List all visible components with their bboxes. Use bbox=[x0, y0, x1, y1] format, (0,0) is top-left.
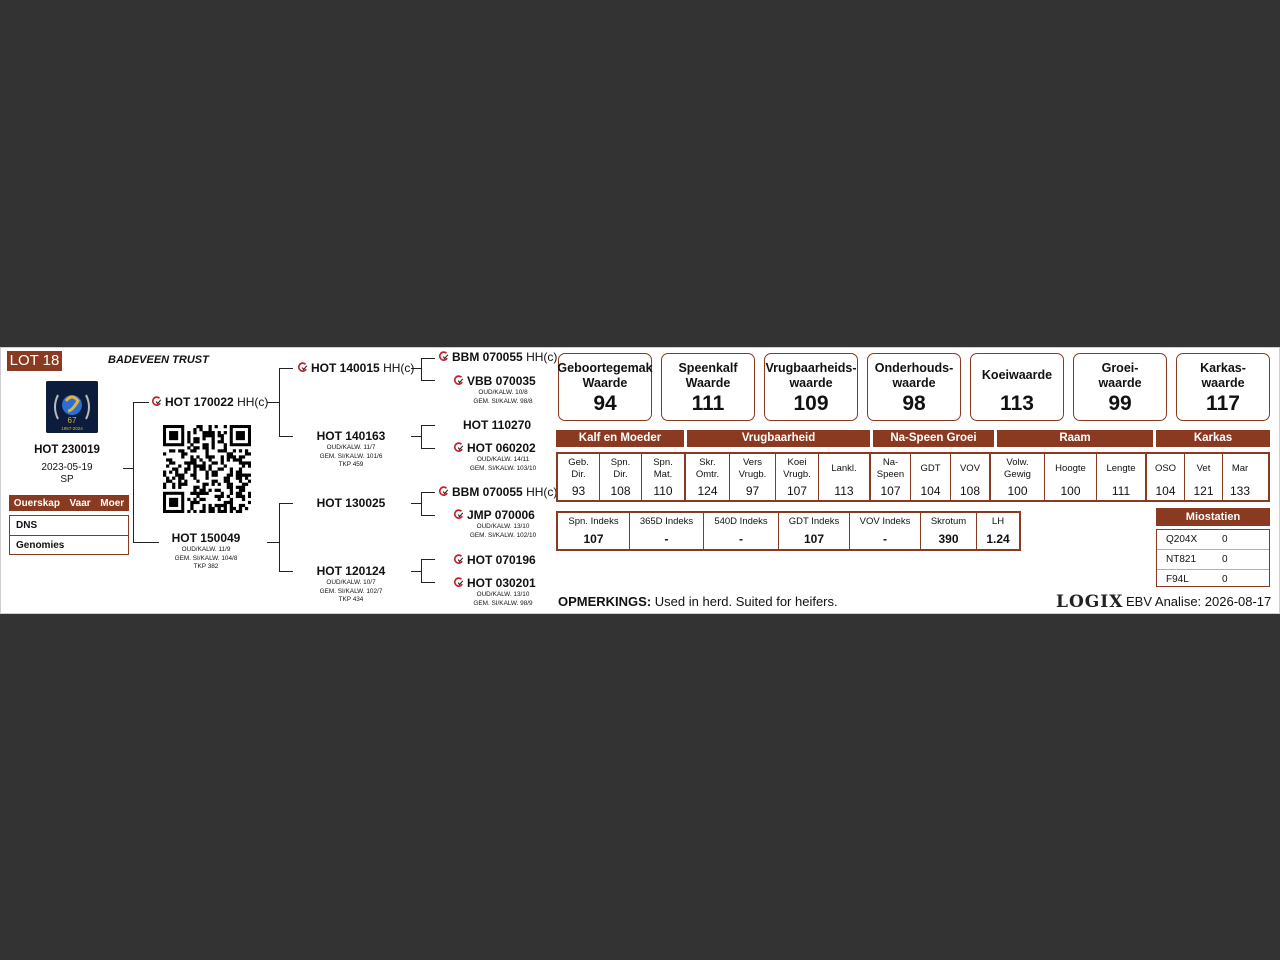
ebv-value: 111 bbox=[1111, 484, 1131, 498]
pedigree-dds-id: HOT 070196 bbox=[467, 553, 536, 567]
remarks bbox=[558, 594, 838, 609]
index-cell-value: 1.24 bbox=[986, 532, 1010, 546]
pedigree-sdd[interactable] bbox=[453, 441, 536, 455]
index-cell-label: Skrotum bbox=[930, 516, 967, 527]
pedigree-sire-dam[interactable]: HOT 140163 bbox=[316, 429, 386, 443]
index-cell-label: 365D Indeks bbox=[639, 516, 694, 527]
ebv-label: VOV bbox=[959, 463, 981, 474]
ebv-cell bbox=[1097, 454, 1147, 500]
genomic-marker-icon bbox=[453, 375, 464, 386]
myostatin-row bbox=[1157, 569, 1269, 589]
myostatin-row bbox=[1157, 530, 1269, 549]
pedigree-dsd-id: JMP 070006 bbox=[467, 508, 535, 522]
index-label-line1: Groei- bbox=[1101, 360, 1139, 375]
ebv-value: 100 bbox=[1060, 484, 1081, 498]
ebv-label: Vers bbox=[742, 457, 762, 468]
owner-name: BADEVEEN TRUST bbox=[108, 354, 209, 366]
pedigree-dds[interactable] bbox=[453, 553, 536, 567]
parentage-header-label: Ouerskap bbox=[13, 497, 60, 509]
pedigree-sd-details bbox=[301, 444, 401, 470]
index-value: 117 bbox=[1206, 392, 1240, 415]
pedigree-sire-suffix: HH(c) bbox=[237, 395, 269, 409]
selection-index-table bbox=[556, 511, 1021, 551]
index-cell-value: - bbox=[664, 532, 669, 546]
laurel-logo-icon bbox=[46, 381, 98, 433]
ebv-cell bbox=[642, 454, 686, 500]
index-label-line1: Speenkalf bbox=[678, 360, 738, 375]
index-cell bbox=[850, 513, 921, 549]
ebv-cell bbox=[951, 454, 991, 500]
ebv-label: Vet bbox=[1196, 463, 1211, 474]
remarks-label: OPMERKINGS: bbox=[558, 594, 652, 609]
section-calf-dam: Kalf en Moeder bbox=[556, 430, 684, 447]
pedigree-sire-id: HOT 170022 bbox=[165, 395, 234, 409]
index-cow-value bbox=[970, 353, 1064, 421]
index-cell bbox=[977, 513, 1019, 549]
pedigree-dsd-avg: GEM. SI/KALW. 102/10 bbox=[469, 531, 537, 539]
index-cell bbox=[630, 513, 704, 549]
ebv-label: Mat. bbox=[653, 469, 673, 480]
remarks-text: Used in herd. Suited for heifers. bbox=[654, 594, 838, 609]
animal-birth-date: 2023-05-19 bbox=[41, 462, 93, 473]
ebv-value: 107 bbox=[786, 484, 808, 498]
pedigree-ddd[interactable] bbox=[453, 576, 536, 590]
animal-sex: SP bbox=[60, 474, 74, 485]
ebv-value: 110 bbox=[653, 484, 673, 498]
ebv-label: Spn. bbox=[610, 457, 631, 468]
ebv-cell bbox=[1045, 454, 1097, 500]
pedigree-ssd-details bbox=[463, 389, 543, 406]
ebv-cell bbox=[819, 454, 871, 500]
myostatin-value: 0 bbox=[1222, 574, 1228, 585]
ebv-label: Spn. bbox=[653, 457, 673, 468]
ebv-label: Speen bbox=[876, 469, 905, 480]
index-label-line1: Geboortegemak bbox=[557, 360, 653, 375]
pedigree-dam-sire[interactable]: HOT 130025 bbox=[316, 496, 386, 510]
ebv-value: 133 bbox=[1229, 484, 1251, 498]
ebv-label: Lankl. bbox=[831, 463, 857, 474]
index-value: 99 bbox=[1108, 392, 1132, 415]
pedigree-sdd-avg: GEM. SI/KALW. 103/10 bbox=[469, 464, 537, 472]
ebv-value: 97 bbox=[745, 484, 760, 498]
ebv-cell bbox=[558, 454, 600, 500]
pedigree-ddd-details bbox=[463, 591, 543, 608]
ebv-value: 108 bbox=[610, 484, 631, 498]
ebv-label: OSO bbox=[1154, 463, 1177, 474]
ebv-label: Geb. bbox=[568, 457, 589, 468]
index-calving-ease bbox=[558, 353, 652, 421]
ebv-label: Vrugb. bbox=[783, 469, 811, 480]
pedigree-ddd-avg: GEM. SI/KALW. 98/9 bbox=[473, 599, 533, 607]
index-label-line2: waarde bbox=[1098, 375, 1142, 390]
section-frame: Raam bbox=[997, 430, 1153, 447]
index-value: 113 bbox=[1000, 392, 1034, 415]
ebv-label: Hoogte bbox=[1055, 463, 1086, 474]
ebv-label: Mar bbox=[1231, 463, 1249, 474]
pedigree-sds[interactable]: HOT 110270 bbox=[463, 418, 532, 432]
pedigree-dd-tkp: TKP 434 bbox=[338, 596, 364, 603]
pedigree-dd-details bbox=[301, 579, 401, 605]
myostatin-name: F94L bbox=[1166, 574, 1189, 585]
animal-id: HOT 230019 bbox=[34, 444, 100, 456]
index-cell-value: - bbox=[739, 532, 743, 546]
index-value: 98 bbox=[902, 392, 926, 415]
qr-code[interactable] bbox=[163, 425, 251, 513]
pedigree-dam-dam[interactable]: HOT 120124 bbox=[316, 564, 386, 578]
ebv-cell bbox=[730, 454, 776, 500]
index-value: 94 bbox=[593, 392, 617, 415]
ebv-label: Skr. bbox=[699, 457, 716, 468]
myostatin-row bbox=[1157, 549, 1269, 569]
lot-badge: LOT 18 bbox=[7, 351, 62, 371]
index-cell-label: Spn. Indeks bbox=[568, 516, 619, 527]
ebv-value: 124 bbox=[697, 484, 718, 498]
index-cell-label: GDT Indeks bbox=[788, 516, 840, 527]
index-label-line2: waarde bbox=[892, 375, 936, 390]
ebv-cell bbox=[991, 454, 1045, 500]
ebv-value: 113 bbox=[834, 484, 854, 498]
ebv-value: 100 bbox=[1007, 484, 1028, 498]
pedigree-dsd[interactable] bbox=[453, 508, 535, 522]
pedigree-sdd-calving: OUD/KALW. 14/11 bbox=[476, 456, 530, 463]
pedigree-dd-calving: OUD/KALW. 10/7 bbox=[326, 579, 376, 586]
pedigree-sire-sire[interactable] bbox=[297, 361, 414, 375]
pedigree-dam[interactable]: HOT 150049 bbox=[171, 531, 241, 545]
index-cell-value: 390 bbox=[938, 532, 959, 546]
ebv-value: 121 bbox=[1193, 484, 1214, 498]
pedigree-ss-suffix: HH(c) bbox=[383, 361, 415, 375]
ebv-cell bbox=[600, 454, 642, 500]
index-label-line1: Karkas- bbox=[1200, 360, 1246, 375]
pedigree-sdd-details bbox=[463, 456, 543, 473]
pedigree-ddd-id: HOT 030201 bbox=[467, 576, 536, 590]
section-post-weaning: Na-Speen Groei bbox=[873, 430, 994, 447]
pedigree-ssd[interactable] bbox=[453, 374, 536, 388]
genomic-marker-icon bbox=[453, 554, 464, 565]
ebv-label: Lengte bbox=[1106, 463, 1136, 474]
index-cell bbox=[704, 513, 779, 549]
parentage-row-genomic: Genomies bbox=[10, 535, 128, 555]
pedigree-sdd-id: HOT 060202 bbox=[467, 441, 536, 455]
svg-text:67: 67 bbox=[67, 416, 77, 425]
pedigree-sd-calving: OUD/KALW. 11/7 bbox=[326, 444, 376, 451]
ebv-label: Volw. bbox=[1006, 457, 1029, 468]
index-label-line2: Waarde bbox=[685, 375, 731, 390]
section-carcass: Karkas bbox=[1156, 430, 1270, 447]
ebv-value: 104 bbox=[920, 484, 941, 498]
index-cell-label: VOV Indeks bbox=[859, 516, 911, 527]
pedigree-dam-avg: GEM. SI/KALW. 104/8 bbox=[174, 554, 238, 562]
index-cell-label: LH bbox=[991, 516, 1005, 527]
pedigree-sire[interactable] bbox=[151, 395, 268, 409]
pedigree-ssd-calving: OUD/KALW. 10/8 bbox=[478, 389, 528, 396]
myostatin-value: 0 bbox=[1222, 554, 1228, 565]
ebv-cell bbox=[911, 454, 951, 500]
ebv-label: Omtr. bbox=[695, 469, 720, 480]
pedigree-ssd-id: VBB 070035 bbox=[467, 374, 536, 388]
index-cell-value: 107 bbox=[583, 532, 604, 546]
ebv-cell bbox=[1223, 454, 1257, 500]
ebv-label: Koei bbox=[787, 457, 807, 468]
index-cell bbox=[558, 513, 630, 549]
index-growth bbox=[1073, 353, 1167, 421]
genomic-marker-icon bbox=[453, 442, 464, 453]
genomic-marker-icon bbox=[438, 351, 449, 362]
index-label-line2: waarde bbox=[1201, 375, 1245, 390]
index-cell-value: 107 bbox=[803, 532, 825, 546]
ebv-label: GDT bbox=[920, 463, 941, 474]
index-carcass bbox=[1176, 353, 1270, 421]
ebv-label: Gewig bbox=[1004, 469, 1031, 480]
myostatin-value: 0 bbox=[1222, 534, 1228, 545]
parentage-table bbox=[9, 515, 129, 555]
pedigree-dss-id: BBM 070055 bbox=[452, 485, 523, 499]
ebv-value: 107 bbox=[880, 484, 901, 498]
index-label-line1: Onderhouds- bbox=[874, 360, 954, 375]
pedigree-sss-id: BBM 070055 bbox=[452, 350, 523, 364]
ebv-cell bbox=[686, 454, 730, 500]
pedigree-dsd-details bbox=[463, 523, 543, 540]
genomic-marker-icon bbox=[453, 509, 464, 520]
pedigree-dsd-calving: OUD/KALW. 13/10 bbox=[476, 523, 530, 530]
pedigree-dam-calving: OUD/KALW. 11/9 bbox=[181, 546, 231, 553]
pedigree-dam-details bbox=[161, 546, 251, 572]
genomic-marker-icon bbox=[453, 577, 464, 588]
ebv-value: 93 bbox=[571, 484, 586, 498]
ebv-label: Na- bbox=[882, 457, 899, 468]
index-fertility bbox=[764, 353, 858, 421]
parentage-row-dns: DNS bbox=[16, 520, 38, 531]
ebv-label: Vrugb. bbox=[738, 469, 767, 480]
ebv-table bbox=[556, 452, 1270, 502]
myostatin-name: Q204X bbox=[1166, 534, 1198, 545]
ebv-label: Dir. bbox=[613, 469, 628, 480]
logix-logo: LOGIX bbox=[1056, 592, 1124, 612]
index-label-line2: Waarde bbox=[582, 375, 628, 390]
svg-text:1957-2024: 1957-2024 bbox=[61, 426, 83, 431]
genomic-marker-icon bbox=[151, 396, 162, 407]
pedigree-dam-tkp: TKP 382 bbox=[193, 563, 219, 570]
lot-card bbox=[0, 347, 1280, 614]
parentage-header-dam: Moer bbox=[100, 497, 125, 509]
ebv-cell bbox=[871, 454, 911, 500]
qr-code-icon[interactable] bbox=[163, 425, 251, 513]
index-cell-label: 540D Indeks bbox=[714, 516, 768, 527]
pedigree-ddd-calving: OUD/KALW. 13/10 bbox=[476, 591, 530, 598]
index-cell bbox=[921, 513, 977, 549]
parentage-header-sire: Vaar bbox=[69, 497, 91, 509]
index-value: 111 bbox=[691, 392, 725, 415]
pedigree-ss-id: HOT 140015 bbox=[311, 361, 380, 375]
index-weaner-calf bbox=[661, 353, 755, 421]
index-label-line1: Koeiwaarde bbox=[981, 368, 1053, 382]
pedigree-dss[interactable] bbox=[438, 485, 557, 499]
pedigree-sd-tkp: TKP 459 bbox=[338, 461, 364, 468]
index-label-line1: Vrugbaarheids- bbox=[765, 360, 857, 375]
ebv-cell bbox=[776, 454, 819, 500]
ebv-value: 108 bbox=[959, 484, 981, 498]
genomic-marker-icon bbox=[438, 486, 449, 497]
pedigree-ssd-avg: GEM. SI/KALW. 98/8 bbox=[473, 397, 533, 405]
ebv-label: Dir. bbox=[571, 469, 586, 480]
pedigree-dd-avg: GEM. SI/KALW. 102/7 bbox=[319, 587, 383, 595]
index-cell-value: - bbox=[883, 532, 887, 546]
myostatin-title: Miostatien bbox=[1156, 508, 1270, 526]
section-fertility: Vrugbaarheid bbox=[687, 430, 870, 447]
ebv-value: 104 bbox=[1155, 484, 1176, 498]
pedigree-sss[interactable] bbox=[438, 350, 557, 364]
index-cell bbox=[779, 513, 850, 549]
myostatin-name: NT821 bbox=[1166, 554, 1197, 565]
index-value: 109 bbox=[793, 392, 829, 415]
parentage-header bbox=[9, 495, 129, 511]
pedigree-dss-suffix: HH(c) bbox=[526, 485, 558, 499]
pedigree-sd-avg: GEM. SI/KALW. 101/6 bbox=[319, 452, 383, 460]
ebv-cell bbox=[1147, 454, 1185, 500]
index-label-line2: waarde bbox=[789, 375, 833, 390]
pedigree-sss-suffix: HH(c) bbox=[526, 350, 558, 364]
ebv-analysis-date: EBV Analise: 2026-08-17 bbox=[1126, 594, 1272, 609]
breeder-logo bbox=[46, 381, 98, 433]
ebv-cell bbox=[1185, 454, 1223, 500]
myostatin-table bbox=[1156, 529, 1270, 587]
genomic-marker-icon bbox=[297, 362, 308, 373]
index-maintenance bbox=[867, 353, 961, 421]
